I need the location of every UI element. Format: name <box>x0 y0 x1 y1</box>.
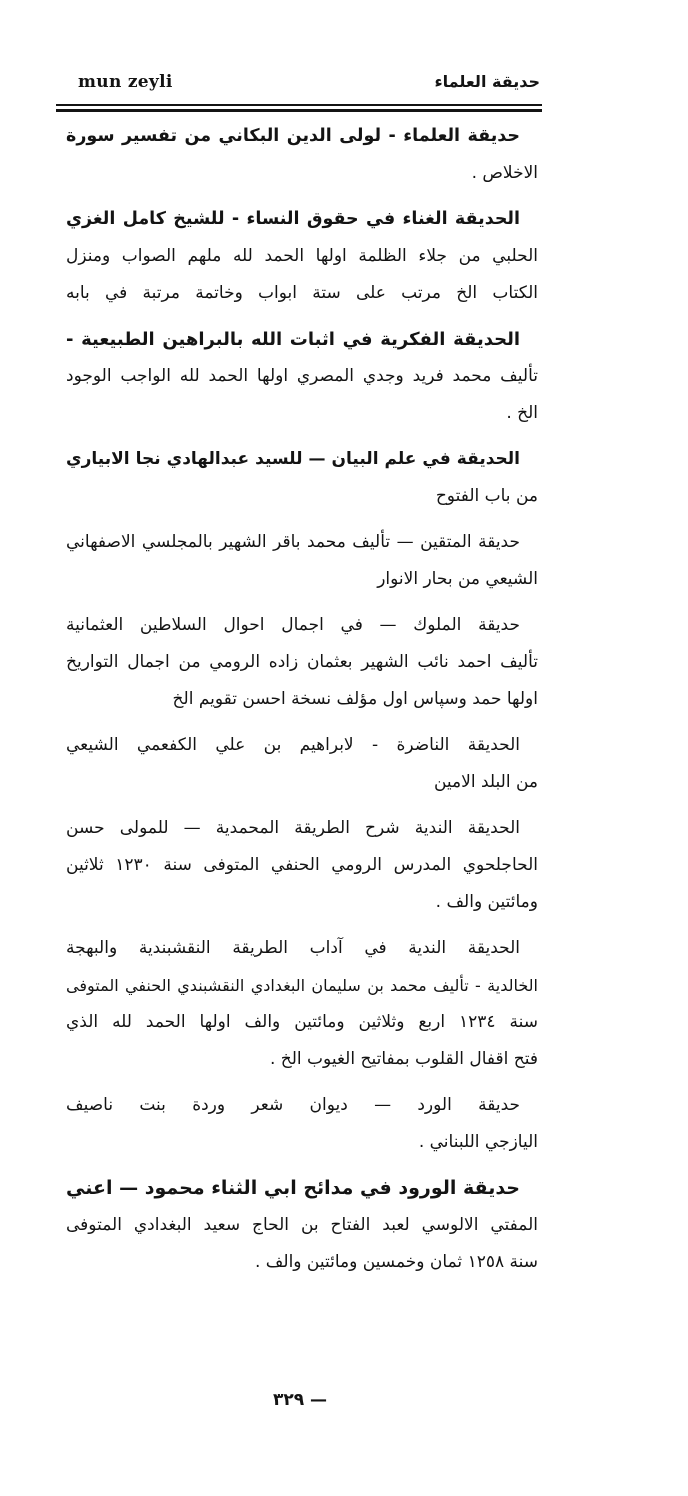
entry <box>66 1087 538 1161</box>
entry <box>66 321 538 432</box>
entries-list <box>66 118 538 1281</box>
entry-line: الكتاب الخ مرتب على ستة ابواب وخاتمة مرتبة في بابه <box>66 283 538 303</box>
entry-line: حديقة الورود في مدائح ابي الثناء محمود — اعني <box>66 1177 520 1199</box>
entry-line: حديقة الملوك — في اجمال احوال السلاطين العثمانية <box>66 615 520 635</box>
entry <box>66 930 538 1078</box>
entry-line: اولها حمد وسپاس اول مؤلف نسخة احسن تقويم الخ <box>172 689 538 709</box>
entry-line: سنة ١٢٣٤ اربع وثلاثين ومائتين والف اولها الحمد لله الذي <box>66 1012 538 1032</box>
entry <box>66 1170 538 1281</box>
entry-line: فتح اقفال القلوب بمفاتيح الغيوب الخ . <box>269 1049 538 1069</box>
header-right-text: حديقة العلماء <box>434 72 540 91</box>
entry-line: الحاجلحوي المدرس الرومي الحنفي المتوفى سنة ١٢٣٠ ثلاثين <box>66 855 538 875</box>
header-rule-thick <box>56 109 542 112</box>
entry-line: الخ . <box>506 403 538 423</box>
entry-line: تأليف احمد نائب الشهير بعثمان زاده الرومي من اجمال التواريخ <box>66 652 538 672</box>
entry-line: الحديقة الندية شرح الطريقة المحمدية — للمولى حسن <box>66 818 520 838</box>
entry <box>66 727 538 801</box>
entry-line: الحديقة الناضرة - لابراهيم بن علي الكفعمي الشيعي <box>66 735 520 755</box>
entry-line: المفتي الالوسي لعبد الفتاح بن الحاج سعيد البغدادي المتوفى <box>66 1215 538 1235</box>
entry <box>66 524 538 598</box>
entry-line: تأليف محمد فريد وجدي المصري اولها الحمد لله الواجب الوجود <box>66 366 538 386</box>
entry <box>66 441 538 515</box>
entry-line: من البلد الامين <box>433 772 538 792</box>
entry-line: الحديقة في علم البيان — للسيد عبدالهادي نجا الابياري <box>66 449 520 469</box>
entry-line: حديقة العلماء - لولى الدين البكاني من تفسير سورة <box>66 126 520 146</box>
page-number: — ٣٢٩ <box>272 1390 328 1410</box>
entry-line: الحديقة الغناء في حقوق النساء - للشيخ كامل الغزي <box>66 209 520 229</box>
header-left-text: mun zeyli <box>78 72 173 92</box>
entry-line: الحديقة الندية في آداب الطريقة النقشبندية والبهجة <box>66 938 520 958</box>
running-header <box>78 72 540 98</box>
entry-line: حديقة المتقين — تأليف محمد باقر الشهير بالمجلسي الاصفهاني <box>66 532 520 552</box>
entry-line: الحديقة الفكرية في اثبات الله بالبراهين الطبيعية - <box>66 329 520 350</box>
entry-line: سنة ١٢٥٨ ثمان وخمسين ومائتين والف . <box>254 1252 538 1272</box>
entry-line: الخالدية - تأليف محمد بن سليمان البغدادي النقشبندي الحنفي المتوفى <box>66 976 538 995</box>
entry-line: الاخلاص . <box>471 163 538 183</box>
entry <box>66 810 538 921</box>
entry <box>66 201 538 312</box>
entry-line: الشيعي من بحار الانوار <box>377 569 538 589</box>
entry-line: من باب الفتوح <box>435 486 538 506</box>
header-rule-thin <box>56 104 542 106</box>
entry <box>66 607 538 718</box>
entry <box>66 118 538 192</box>
entry-line: حديقة الورد — ديوان شعر وردة بنت ناصيف <box>66 1095 520 1115</box>
entry-line: اليازجي اللبناني . <box>418 1132 538 1152</box>
entry-line: الحلبي من جلاء الظلمة اولها الحمد لله ملهم الصواب ومنزل <box>66 246 538 266</box>
entry-line: ومائتين والف . <box>435 892 538 912</box>
